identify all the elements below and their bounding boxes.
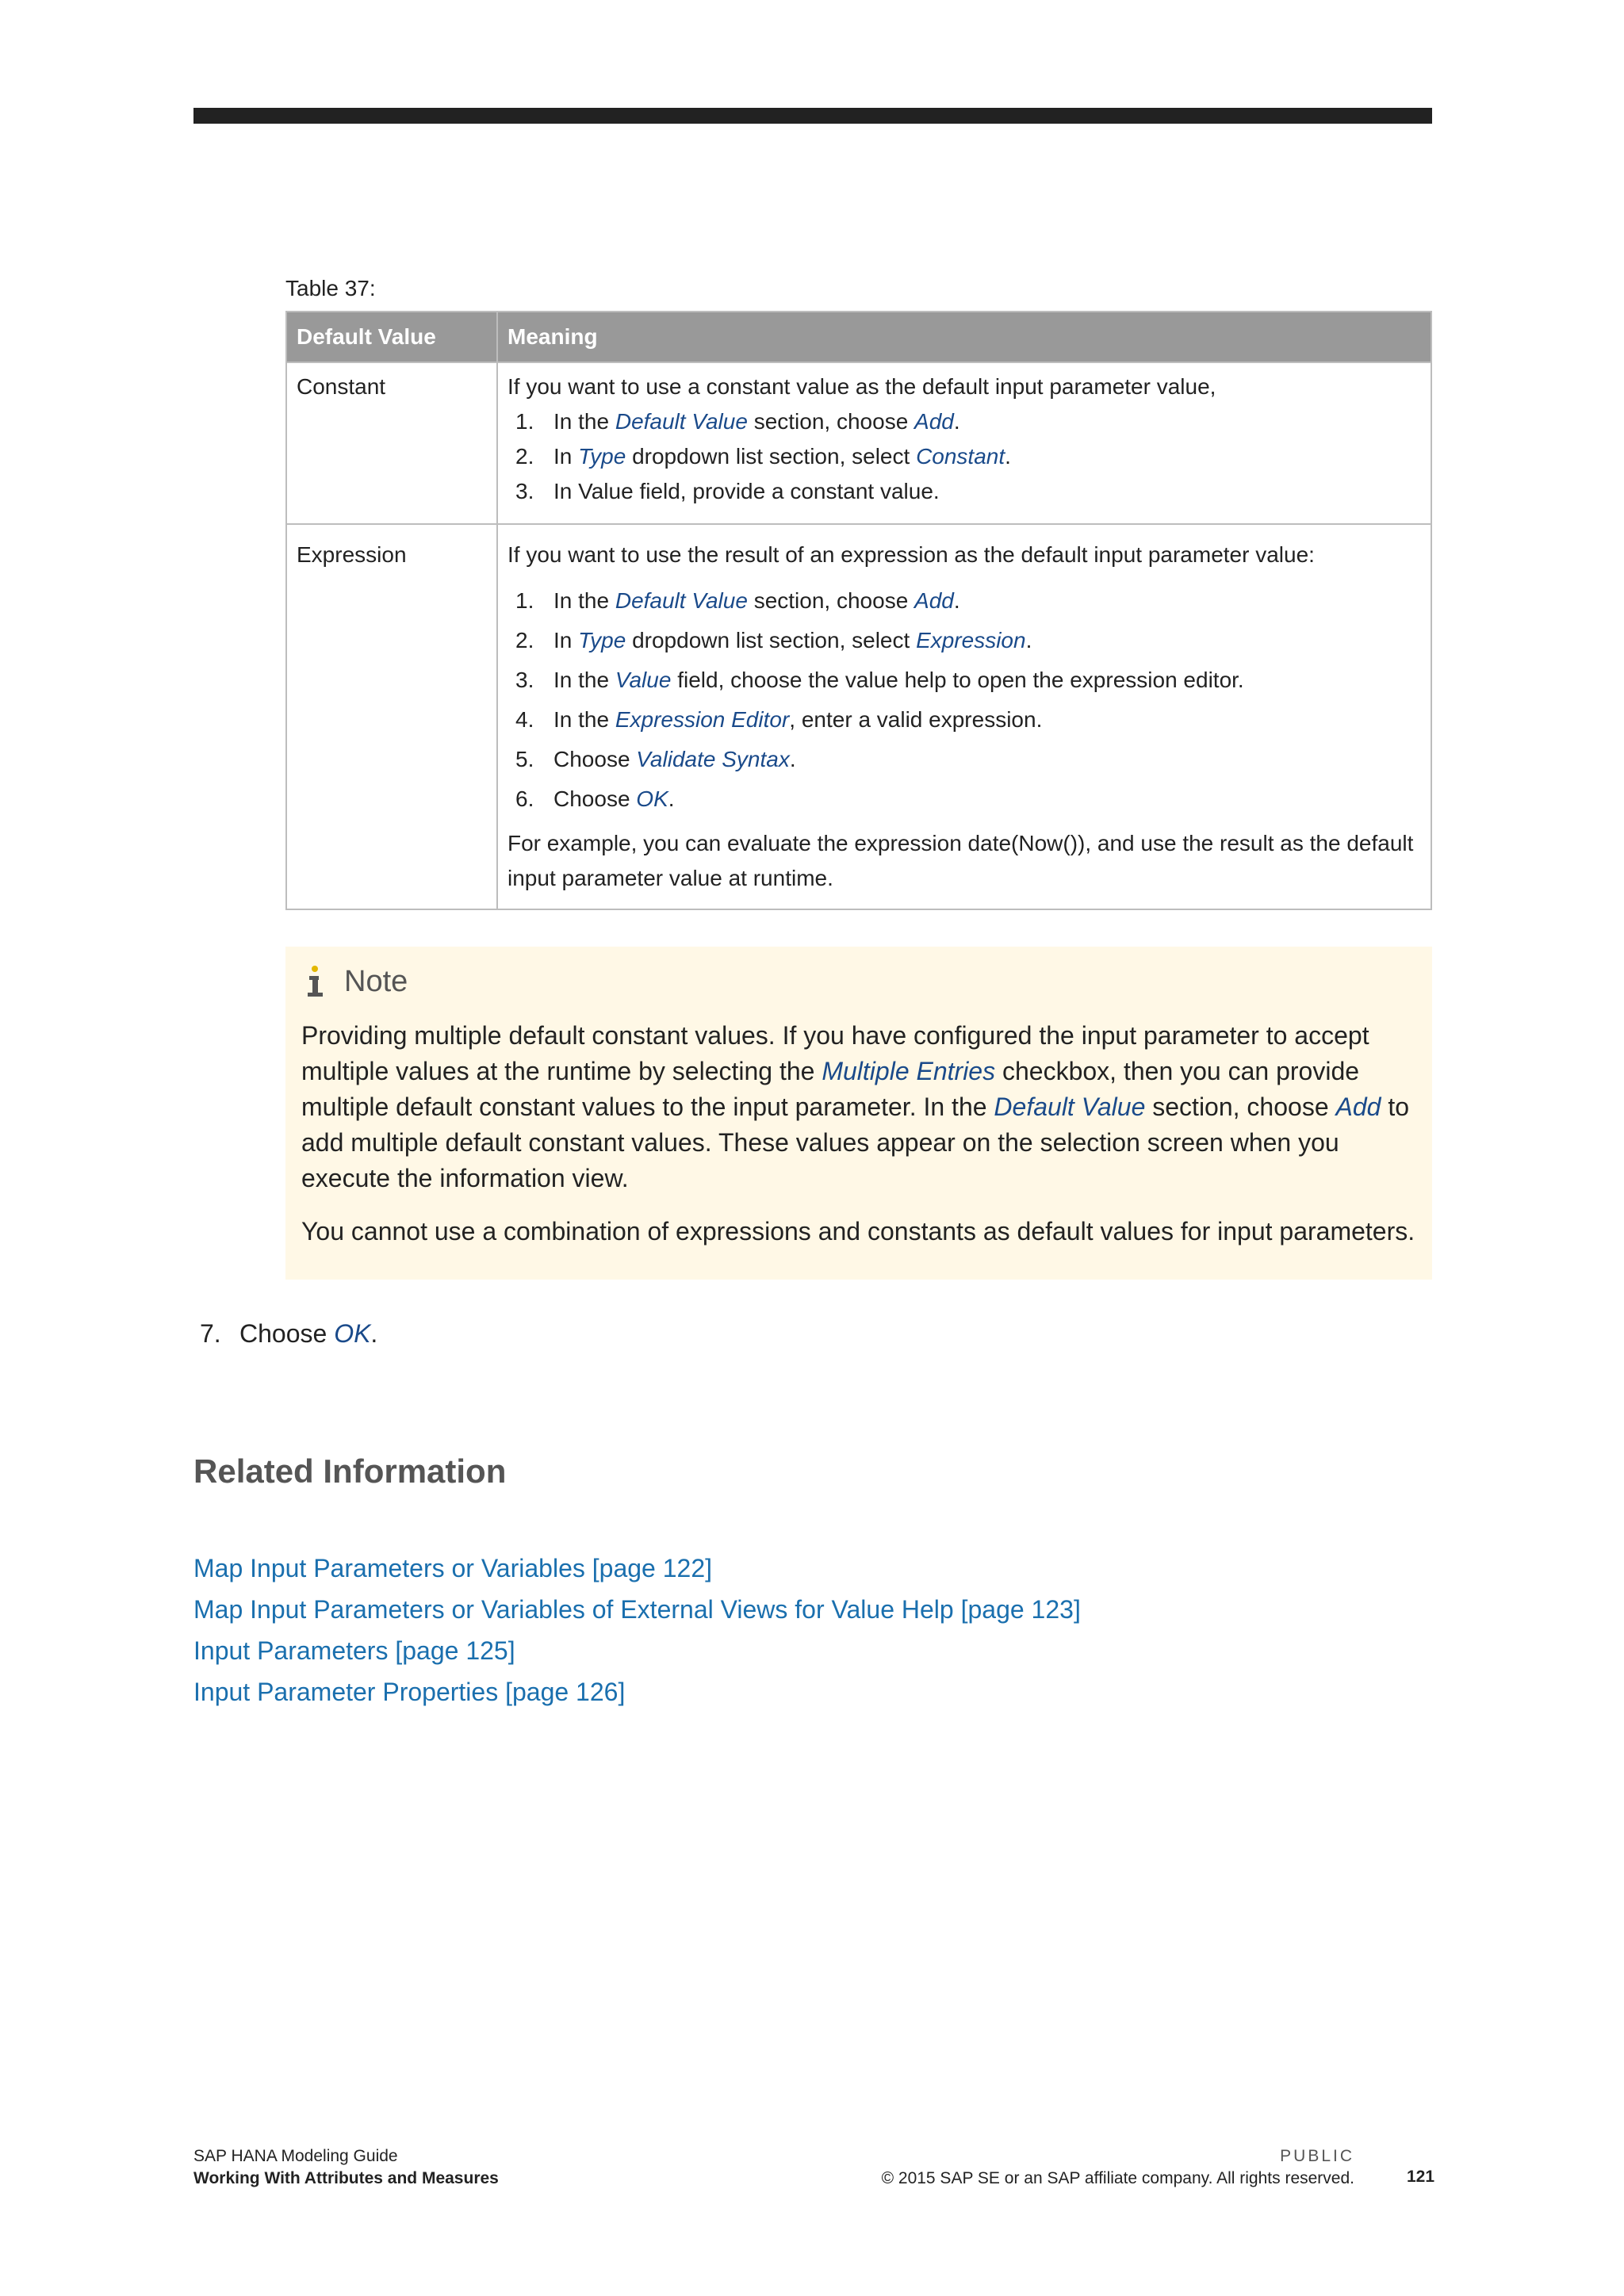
- ui-term-value: Value: [615, 668, 672, 692]
- step-number: 4.: [515, 707, 534, 732]
- cell-outro: For example, you can evaluate the expression date(Now()), and use the result as the default input parameter value at runtime.: [508, 831, 1414, 890]
- ui-term-ok: OK: [334, 1319, 371, 1348]
- header-rule: [193, 108, 1432, 124]
- step-number: 1.: [515, 409, 534, 434]
- ui-term-type: Type: [578, 628, 626, 652]
- ui-term-default-value: Default Value: [994, 1093, 1146, 1121]
- footer-classification: PUBLIC: [1280, 2147, 1354, 2165]
- cell-default-value: [286, 524, 497, 909]
- text: , enter a valid expression.: [789, 707, 1043, 732]
- text: In: [553, 628, 579, 652]
- step-number: 7.: [200, 1319, 221, 1348]
- cell-default-value: Constant: [286, 362, 497, 524]
- ui-term-add: Add: [914, 588, 954, 613]
- text: .: [1005, 444, 1011, 469]
- cell-intro: If you want to use a constant value as the default input parameter value,: [508, 374, 1216, 399]
- ui-term-ok: OK: [636, 786, 668, 811]
- list-item: [508, 474, 1421, 509]
- text: In the: [553, 409, 615, 434]
- cell-meaning: [497, 362, 1431, 524]
- text: .: [953, 409, 960, 434]
- step-text: [239, 1319, 377, 1349]
- step-text: [553, 663, 1244, 698]
- footer-left: [193, 2145, 499, 2190]
- note-title: Note: [344, 964, 408, 998]
- step-number: 3.: [515, 668, 534, 692]
- text: section, choose: [747, 409, 915, 434]
- step-text: [553, 702, 1042, 737]
- ui-term-expression-editor: Expression Editor: [615, 707, 790, 732]
- footer-guide-title: SAP HANA Modeling Guide: [193, 2147, 398, 2165]
- text: Choose: [553, 747, 637, 771]
- footer-copyright: © 2015 SAP SE or an SAP affiliate company. All rights reserved.: [881, 2169, 1354, 2187]
- default-value-table: [285, 311, 1432, 910]
- text: Choose: [553, 786, 637, 811]
- text: .: [1025, 628, 1032, 652]
- text: to add multiple default constant values. These values appear on the selection screen when you execute the information view.: [301, 1093, 1410, 1192]
- text: dropdown list section, select: [626, 444, 917, 469]
- procedure-step-7: [200, 1319, 377, 1349]
- note-box: [285, 947, 1432, 1280]
- text: section, choose: [1145, 1093, 1336, 1121]
- related-links: [193, 1548, 1081, 1712]
- text: checkbox, then you can provide multiple default constant values to the input parameter. In the: [301, 1057, 1360, 1121]
- step-text: [553, 439, 1011, 474]
- text: .: [370, 1319, 378, 1348]
- ui-term-default-value: Default Value: [615, 588, 748, 613]
- ui-term-validate-syntax: Validate Syntax: [636, 747, 790, 771]
- text: .: [953, 588, 960, 613]
- note-paragraph: [301, 1018, 1416, 1196]
- step-text: [553, 404, 960, 439]
- ui-term-add: Add: [1335, 1093, 1381, 1121]
- text: .: [668, 786, 675, 811]
- note-paragraph: You cannot use a combination of expressions and constants as default values for input parameters.: [301, 1217, 1415, 1246]
- step-text: [553, 623, 1032, 658]
- table-row-expression: [286, 524, 1431, 909]
- step-text: [553, 782, 675, 817]
- text: In the: [553, 668, 615, 692]
- text: dropdown list section, select: [626, 628, 917, 652]
- text: section, choose: [747, 588, 915, 613]
- list-item: [508, 439, 1421, 474]
- related-information-heading: Related Information: [193, 1452, 507, 1490]
- ui-term-default-value: Default Value: [615, 409, 748, 434]
- steps-list: [508, 404, 1421, 509]
- list-item: [508, 663, 1421, 698]
- cell-intro: If you want to use the result of an expression as the default input parameter value:: [508, 542, 1315, 567]
- cell-meaning: [497, 524, 1431, 909]
- note-header: [301, 961, 1416, 1002]
- list-item: [508, 404, 1421, 439]
- step-number: 2.: [515, 628, 534, 652]
- list-item: [508, 742, 1421, 777]
- related-link-map-input-parameters[interactable]: Map Input Parameters or Variables [page 122]: [193, 1554, 712, 1582]
- ui-term-add: Add: [914, 409, 954, 434]
- step-number: 1.: [515, 588, 534, 613]
- list-item: [508, 623, 1421, 658]
- step-number: 3.: [515, 479, 534, 503]
- text: Choose: [239, 1319, 335, 1348]
- text: .: [789, 747, 796, 771]
- list-item: [508, 702, 1421, 737]
- table-caption: Table 37:: [285, 276, 376, 300]
- footer-right: [882, 2145, 1354, 2190]
- list-item: [508, 584, 1421, 618]
- table-header-row: [286, 312, 1431, 362]
- info-icon: [303, 964, 327, 999]
- related-link-map-external-views[interactable]: Map Input Parameters or Variables of External Views for Value Help [page 123]: [193, 1595, 1081, 1624]
- step-text: [553, 584, 960, 618]
- cell-label: Expression: [297, 542, 407, 567]
- text: In the: [553, 588, 615, 613]
- ui-term-multiple-entries: Multiple Entries: [822, 1057, 996, 1085]
- table-row-constant: [286, 362, 1431, 524]
- related-link-input-parameter-properties[interactable]: Input Parameter Properties [page 126]: [193, 1678, 626, 1706]
- step-text: [553, 742, 796, 777]
- step-number: 2.: [515, 444, 534, 469]
- page-number: 121: [1407, 2168, 1435, 2186]
- column-header-default-value: Default Value: [286, 312, 497, 362]
- footer-section-title: Working With Attributes and Measures: [193, 2169, 499, 2187]
- list-item: [508, 782, 1421, 817]
- step-number: 5.: [515, 747, 534, 771]
- ui-term-constant: Constant: [916, 444, 1005, 469]
- ui-term-type: Type: [578, 444, 626, 469]
- ui-term-expression: Expression: [916, 628, 1026, 652]
- related-link-input-parameters[interactable]: Input Parameters [page 125]: [193, 1636, 515, 1665]
- steps-list: [508, 584, 1421, 817]
- text: In: [553, 444, 579, 469]
- step-number: 6.: [515, 786, 534, 811]
- step-text: In Value field, provide a constant value.: [553, 479, 940, 503]
- text: Providing multiple default constant values. If you have configured the input parameter to accept multiple values at the runtime by selecting the: [301, 1021, 1369, 1085]
- column-header-meaning: Meaning: [497, 312, 1431, 362]
- text: In the: [553, 707, 615, 732]
- text: field, choose the value help to open the expression editor.: [671, 668, 1244, 692]
